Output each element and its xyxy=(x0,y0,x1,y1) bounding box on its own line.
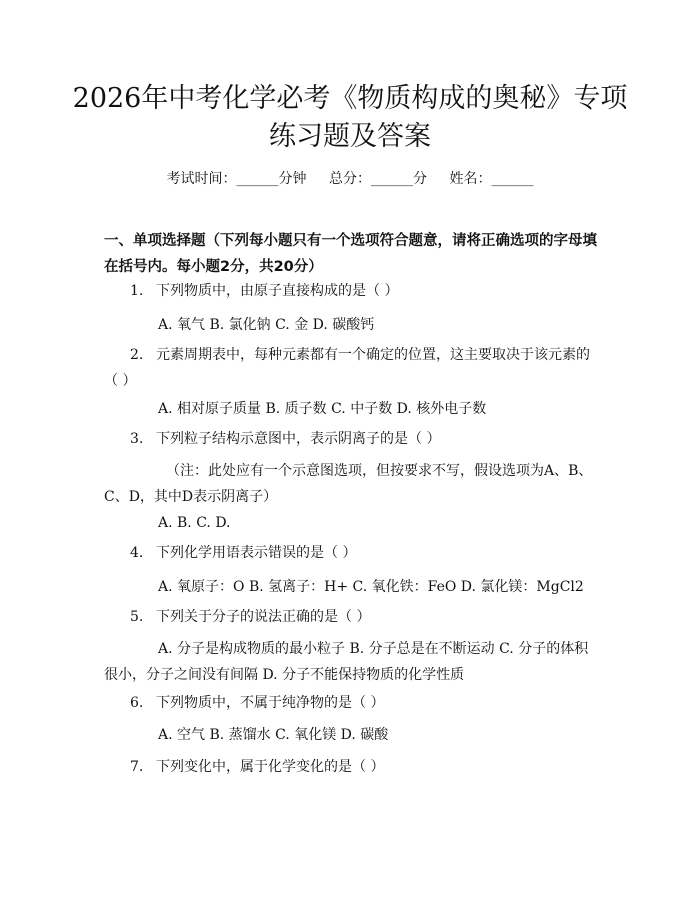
question-3-options: A. B. C. D. xyxy=(158,515,231,531)
question-text: 下列变化中，属于化学变化的是（ ） xyxy=(156,759,385,775)
question-text: 下列关于分子的说法正确的是（ ） xyxy=(156,609,371,625)
exam-time: 考试时间：______分钟 xyxy=(166,171,307,187)
question-number: 7. xyxy=(130,759,144,775)
student-name: 姓名：______ xyxy=(449,171,534,187)
question-text: 下列物质中，不属于纯净物的是（ ） xyxy=(156,695,385,711)
question-6 xyxy=(104,690,600,716)
question-number: 1. xyxy=(130,283,144,299)
question-text: 下列物质中，由原子直接构成的是（ ） xyxy=(156,283,399,299)
question-5 xyxy=(104,604,600,630)
question-number: 5. xyxy=(130,609,144,625)
question-text: 下列粒子结构示意图中，表示阴离子的是（ ） xyxy=(156,431,441,447)
question-number: 4. xyxy=(130,545,144,561)
question-2 xyxy=(104,342,600,394)
exam-meta xyxy=(0,168,700,188)
question-5-options: A. 分子是构成物质的最小粒子 B. 分子总是在不断运动 C. 分子的体积很小，分子之间没有间隔 D. 分子不能保持物质的化学性质 xyxy=(104,641,589,683)
question-number: 2. xyxy=(130,347,144,363)
question-4-options: A. 氧原子：O B. 氢离子：H+ C. 氧化铁：FeO D. 氯化镁：MgCl2 xyxy=(158,579,584,595)
total-score: 总分：______分 xyxy=(329,171,427,187)
page-title: 2026年中考化学必考《物质构成的奥秘》专项练习题及答案 xyxy=(72,83,628,152)
question-text: 元素周期表中，每种元素都有一个确定的位置，这主要取决于该元素的（ ） xyxy=(104,347,590,389)
question-1-options: A. 氧气 B. 氯化钠 C. 金 D. 碳酸钙 xyxy=(158,317,375,333)
question-number: 3. xyxy=(130,431,144,447)
question-3-note: （注：此处应有一个示意图选项，但按要求不写，假设选项为A、B、C、D，其中D表示阴离子） xyxy=(104,463,593,505)
question-3 xyxy=(104,426,600,452)
question-2-options: A. 相对原子质量 B. 质子数 C. 中子数 D. 核外电子数 xyxy=(158,401,487,417)
question-1 xyxy=(104,278,600,304)
question-7 xyxy=(104,754,600,780)
question-number: 6. xyxy=(130,695,144,711)
question-4 xyxy=(104,540,600,566)
section-heading: 一、单项选择题（下列每小题只有一个选项符合题意，请将正确选项的字母填在括号内。每小题2分，共20分） xyxy=(104,233,597,275)
question-6-options: A. 空气 B. 蒸馏水 C. 氧化镁 D. 碳酸 xyxy=(158,727,389,743)
question-text: 下列化学用语表示错误的是（ ） xyxy=(156,545,357,561)
